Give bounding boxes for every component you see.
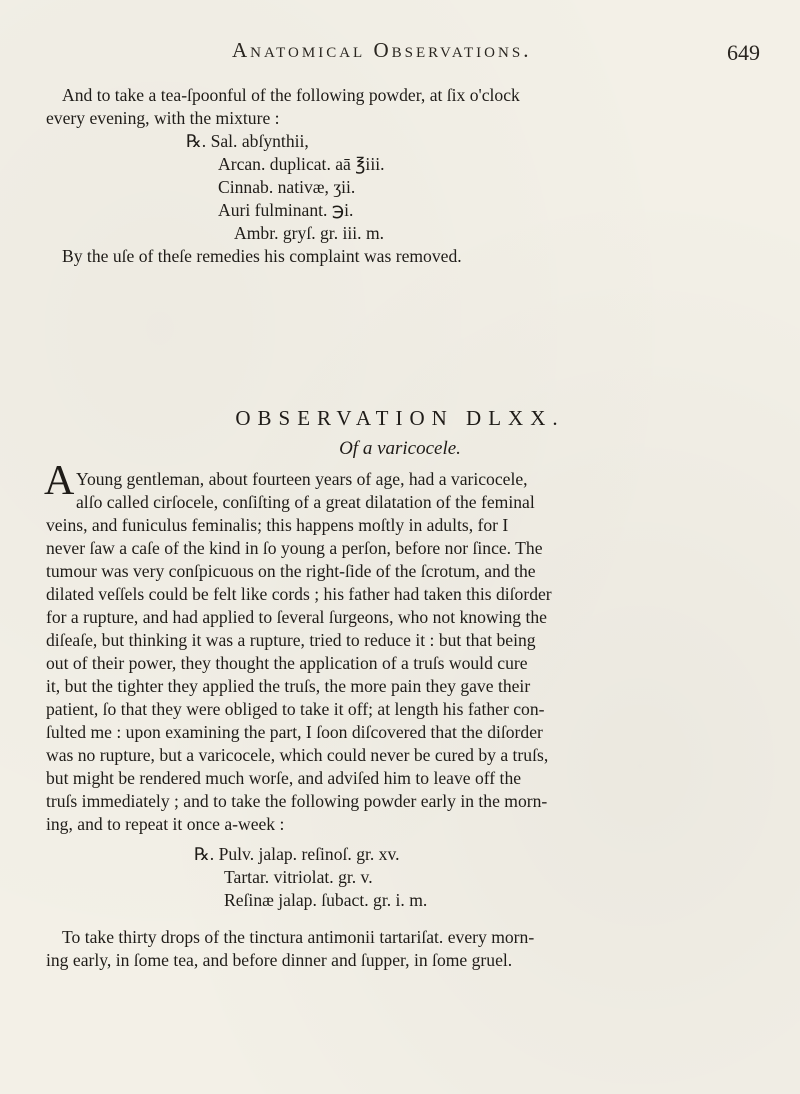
drop-cap: A <box>44 458 75 504</box>
observation-title: OBSERVATION DLXX. <box>235 406 565 430</box>
text-line: out of their power, they thought the application of a truſs would cure <box>46 653 528 673</box>
text-line: but might be rendered much worſe, and adviſed him to leave off the <box>46 768 522 788</box>
text-line: alſo called cirſocele, conſiſting of a great dilatation of the feminal <box>76 492 535 512</box>
prescription-line: Auri fulminant. ℈i. <box>218 200 354 220</box>
tincture-paragraph <box>46 926 758 972</box>
page-number: 649 <box>727 40 760 65</box>
text-line: it, but the tighter they applied the truſs, the more pain they gave their <box>46 676 531 696</box>
prescription-line: Cinnab. nativæ, ʒii. <box>218 177 356 197</box>
text-line: ſulted me : upon examining the part, I ſoon diſcovered that the diſorder <box>46 722 543 742</box>
prescription-line: Tartar. vitriolat. gr. v. <box>224 867 373 887</box>
text-line: was no rupture, but a varicocele, which could never be cured by a truſs, <box>46 745 549 765</box>
text-line: tumour was very conſpicuous on the right-ſide of the ſcrotum, and the <box>46 561 536 581</box>
text-line: ing, and to repeat it once a-week : <box>46 814 285 834</box>
running-title: Anatomical Observations. <box>232 38 532 62</box>
text-line: veins, and funiculus feminalis; this happens moſtly in adults, for I <box>46 515 509 535</box>
text-line: To take thirty drops of the tinctura antimonii tartariſat. every morn- <box>62 927 535 947</box>
page-header <box>232 38 760 68</box>
observation-body <box>46 468 758 836</box>
closing-line: By the uſe of theſe remedies his complaint was removed. <box>62 246 462 266</box>
text-line: never ſaw a caſe of the kind in ſo young a perſon, before nor ſince. The <box>46 538 543 558</box>
text-line: truſs immediately ; and to take the following powder early in the morn- <box>46 791 548 811</box>
text-line: And to take a tea-ſpoonful of the following powder, at ſix o'clock <box>62 85 520 105</box>
prescription-line: Reſinæ jalap. ſubact. gr. i. m. <box>224 890 428 910</box>
text-line: Young gentleman, about fourteen years of age, had a varicocele, <box>76 469 528 489</box>
prescription-line: ℞. Pulv. jalap. reſinoſ. gr. xv. <box>194 844 400 864</box>
text-line: every evening, with the mixture : <box>46 108 280 128</box>
text-line: patient, ſo that they were obliged to take it off; at length his father con- <box>46 699 545 719</box>
text-line: for a rupture, and had applied to ſeveral ſurgeons, who not knowing the <box>46 607 547 627</box>
prescription-line: ℞. Sal. abſynthii, <box>186 131 309 151</box>
text-line: diſeaſe, but thinking it was a rupture, tried to reduce it : but that being <box>46 630 536 650</box>
prescription-line: Arcan. duplicat. aā ℥iii. <box>218 154 385 174</box>
prescription-line: Ambr. gryſ. gr. iii. m. <box>234 223 385 243</box>
text-line: ing early, in ſome tea, and before dinner and ſupper, in ſome gruel. <box>46 950 513 970</box>
observation-subtitle: Of a varicocele. <box>339 438 461 459</box>
opening-paragraph <box>46 84 758 130</box>
text-line: dilated veſſels could be felt like cords ; his father had taken this diſorder <box>46 584 552 604</box>
